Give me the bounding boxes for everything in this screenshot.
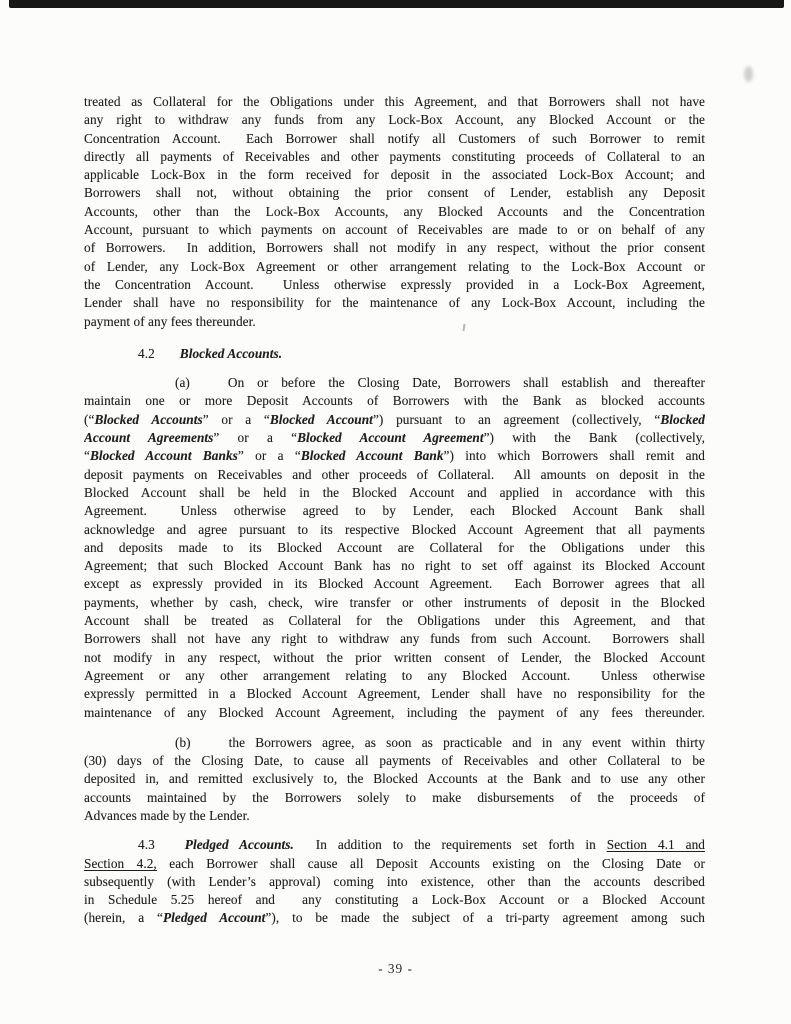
text-run: expressly permitted in a Blocked Account Agreement, Lender shall have no responsibility for the [84,686,705,702]
text-run: ”) pursuant to an agreement (collectively, “ [372,411,661,427]
text-line [84,752,705,770]
text-line [84,502,705,520]
text-run: maintenance of any Blocked Account Agreement, including the payment of any fees thereunder. [84,704,705,720]
text-run: Account Agreements [84,430,214,446]
text-run: (b) [175,734,191,750]
text-run: deposited in, and remitted exclusively to, the Blocked Accounts at the Bank and to use any other [84,771,705,787]
text-run: Concentration Account. Each Borrower shall notify all Customers of such Borrower to remit [84,130,705,146]
text-run: Borrowers shall not have any right to withdraw any funds from such Account. Borrowers shall [84,631,705,647]
text-line [84,203,705,221]
text-line [84,734,705,752]
text-run: Pledged Account [162,910,266,926]
text-line [84,484,705,502]
text-run: Blocked Account shall be held in the Blocked Account and applied in accordance with this [84,484,705,500]
text-run: directly all payments of Receivables and other payments constituting proceeds of Collateral to an [84,148,705,164]
scan-smudge [744,66,753,82]
text-run: maintain one or more Deposit Accounts of Borrowers with the Bank as blocked accounts [84,393,705,409]
text-line [84,873,705,891]
text-line [84,807,705,825]
text-line [84,276,705,294]
scan-edge-artifact [9,0,784,8]
text-line [84,667,705,685]
text-line [84,685,705,703]
text-run: Pledged Accounts. [184,837,294,853]
text-run: 4.2 [138,345,155,361]
text-run: Agreement. Unless otherwise agreed to by Lender, each Blocked Account Bank shall [84,503,705,519]
text-line [84,294,705,312]
text-line [84,166,705,184]
section-4-2-heading [84,345,705,363]
text-run: In addition to the requirements set forth in [293,837,607,853]
text-run: Blocked Accounts [94,411,203,427]
text-run: deposit payments on Receivables and other proceeds of Collateral. All amounts on deposit in the [84,466,705,482]
text-run: Agreement or any other arrangement relating to any Blocked Account. Unless otherwise [84,667,705,683]
text-run: Borrowers shall not, without obtaining the prior consent of Lender, establish any Deposit [84,185,705,201]
text-line [84,594,705,612]
text-run: ”) with the Bank (collectively, [483,430,705,446]
text-run: Account shall be treated as Collateral for the Obligations under this Agreement, and that [84,613,705,629]
text-line [84,392,705,410]
text-run: Blocked [660,411,705,427]
text-line [84,649,705,667]
text-run: accounts maintained by the Borrowers solely to make disbursements of the proceeds of [84,789,705,805]
text-run: ” or a “ [202,411,270,427]
section-4-3-paragraph [84,836,705,927]
text-line [84,447,705,465]
text-run: Section 4.2, [84,855,157,871]
text-run: and deposits made to its Blocked Account are Collateral for the Obligations under this [84,539,705,555]
text-run: of Borrowers. In addition, Borrowers shall not modify in any respect, without the prior consent [84,240,705,256]
text-line [84,466,705,484]
text-run: Blocked Account Banks [89,448,238,464]
text-run: acknowledge and agree pursuant to its respective Blocked Account Agreement that all payments [84,521,705,537]
text-run: ” or a “ [237,448,301,464]
text-run: Lender shall have no responsibility for the maintenance of any Lock-Box Account, including the [84,295,705,311]
text-line [84,704,705,722]
text-run: (a) [175,375,190,391]
tab-space [155,357,180,358]
text-run: the Borrowers agree, as soon as practicable and in any event within thirty [228,734,705,750]
tab-space [84,746,175,747]
text-run: Blocked Account Bank [300,448,444,464]
text-line [84,148,705,166]
text-line [84,836,705,854]
text-line [84,93,705,111]
continuation-paragraph [84,93,705,331]
text-line [84,411,705,429]
text-line [84,258,705,276]
paragraph-4-2-a [84,374,705,722]
text-run: payments, whether by cash, check, wire transfer or other instruments of deposit in the Blocked [84,594,705,610]
tab-space [155,848,185,849]
text-line [84,429,705,447]
text-run: (30) days of the Closing Date, to cause all payments of Receivables and other Collateral to be [84,753,705,769]
tab-space [84,357,138,358]
text-run: “ [84,448,90,464]
text-run: Blocked Accounts. [179,345,283,361]
text-line [84,111,705,129]
text-run: Blocked Account Agreement [297,430,484,446]
text-run: treated as Collateral for the Obligations under this Agreement, and that Borrowers shall not have [84,94,705,109]
text-run: ”), to be made the subject of a tri-party agreement among such [265,910,705,926]
text-run: (herein, a “ [84,910,163,926]
text-line [84,612,705,630]
text-line [84,521,705,539]
text-line [84,313,705,331]
text-line [84,239,705,257]
text-run: any right to withdraw any funds from any Lock-Box Account, any Blocked Account or the [84,112,705,128]
text-run: payment of any fees thereunder. [84,313,256,329]
text-line [84,130,705,148]
text-run: Accounts, other than the Lock-Box Accounts, any Blocked Accounts and the Concentration [84,203,705,219]
text-line [84,184,705,202]
text-run: in Schedule 5.25 hereof and any constituting a Lock-Box Account or a Blocked Account [84,892,705,908]
tab-space [84,848,138,849]
text-run: except as expressly provided in its Blocked Account Agreement. Each Borrower agrees that all [84,576,705,592]
text-run: the Concentration Account. Unless otherwise expressly provided in a Lock-Box Agreement, [84,276,705,292]
tab-space [84,386,175,387]
tab-space [191,746,229,747]
text-line [84,345,705,363]
text-line [84,891,705,909]
text-run: Account, pursuant to which payments on account of Receivables are made to or on behalf of any [84,222,705,238]
text-run: Section 4.1 and [606,837,705,853]
text-line [84,770,705,788]
text-run: 4.3 [138,837,155,853]
tab-space [190,386,228,387]
text-line [84,630,705,648]
text-run: Advances made by the Lender. [84,807,250,823]
text-line [84,855,705,873]
page-number: - 39 - [378,961,413,976]
text-run: (“ [84,411,95,427]
paragraph-4-2-b [84,734,705,825]
text-run: ” or a “ [213,430,298,446]
text-run: ”) into which Borrowers shall remit and [443,448,705,464]
text-run: Agreement; that such Blocked Account Bank has no right to set off against its Blocked Account [84,558,705,574]
text-line [84,575,705,593]
text-line [84,539,705,557]
text-run: each Borrower shall cause all Deposit Accounts existing on the Closing Date or [156,855,705,871]
text-line [84,789,705,807]
text-line [84,221,705,239]
text-run: subsequently (with Lender’s approval) coming into existence, other than the accounts described [84,873,705,889]
text-run: On or before the Closing Date, Borrowers shall establish and thereafter [227,375,705,391]
text-run: not modify in any respect, without the prior written consent of Lender, the Blocked Account [84,649,705,665]
text-run: of Lender, any Lock-Box Agreement or other arrangement relating to the Lock-Box Account or [84,258,705,274]
document-body [84,93,705,928]
text-line [84,909,705,927]
text-run: applicable Lock-Box in the form received for deposit in the associated Lock-Box Account; and [84,167,705,183]
text-run: Blocked Account [269,411,373,427]
text-line [84,374,705,392]
text-line [84,557,705,575]
